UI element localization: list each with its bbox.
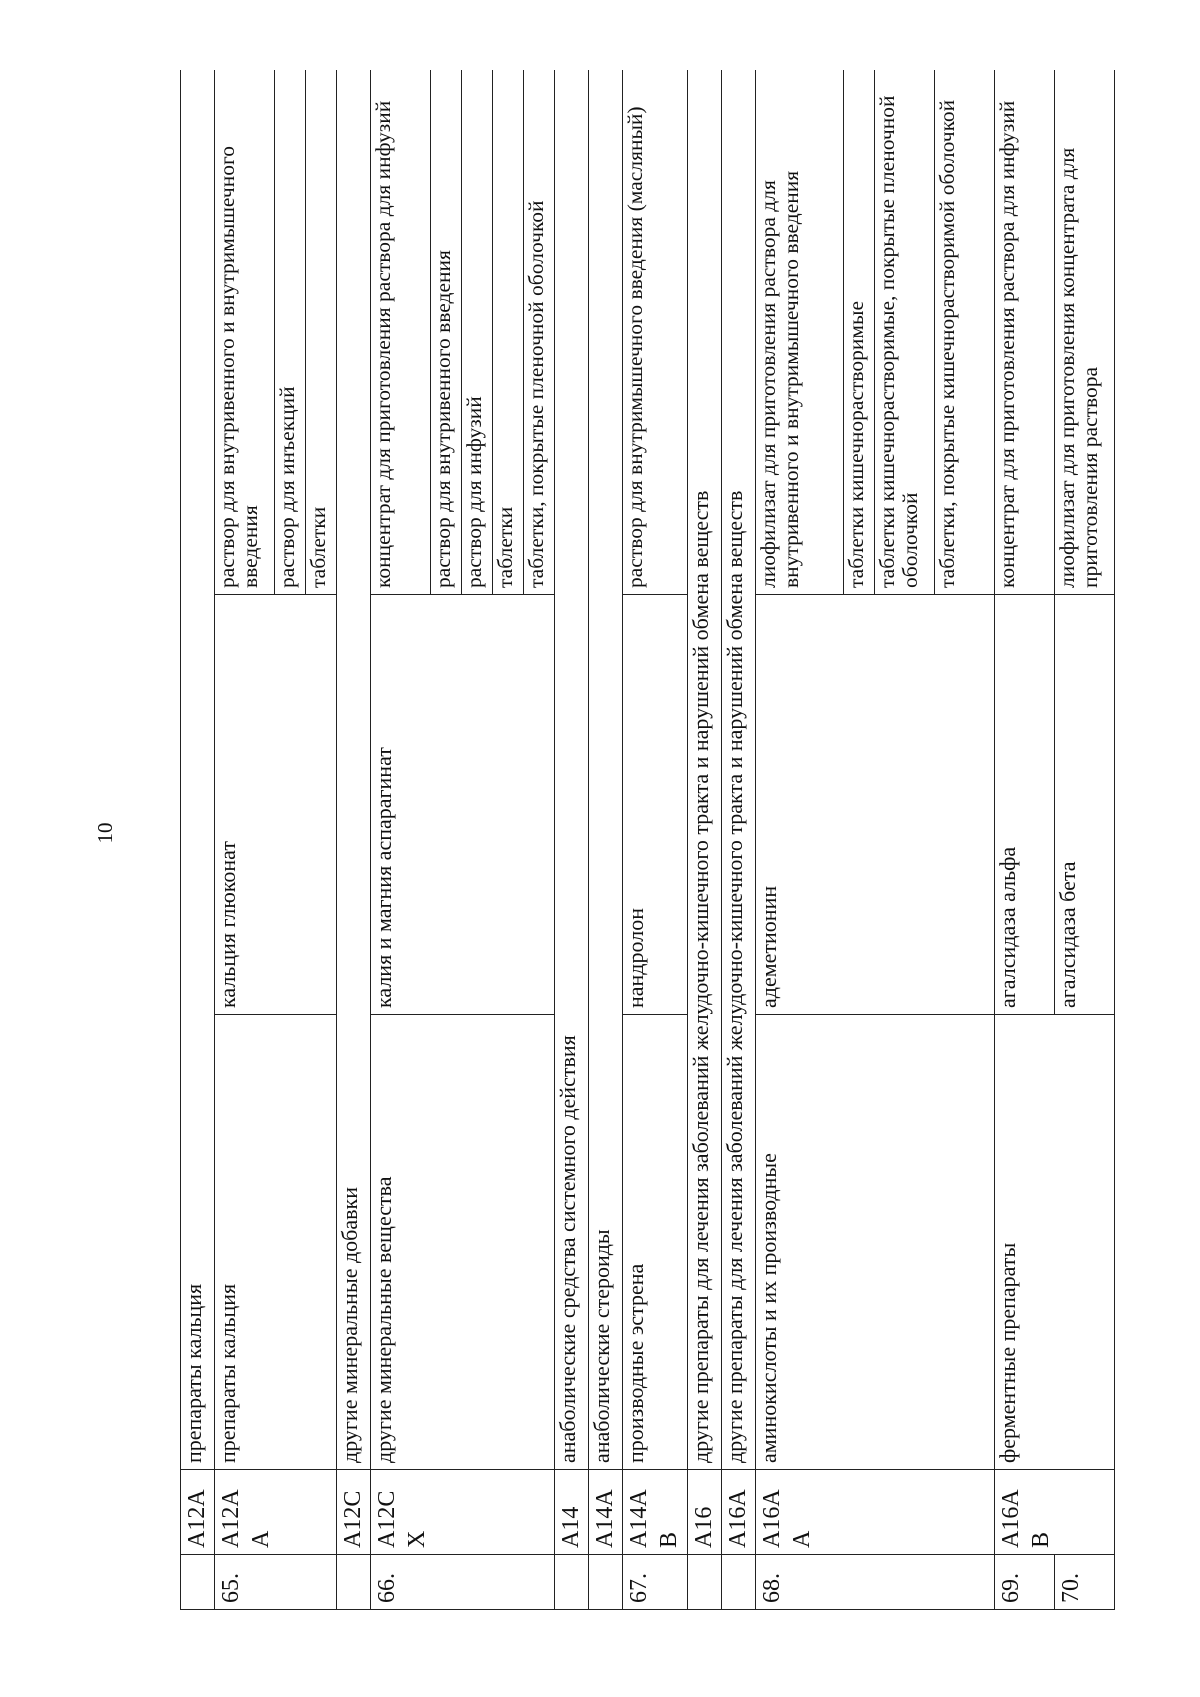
atc-code: A16: [688, 1470, 722, 1555]
atc-code: A12AA: [215, 1470, 337, 1555]
drug-name: кальция глюконат: [215, 595, 337, 1015]
row-number: 67.: [623, 1555, 688, 1610]
table-row: [623, 70, 688, 1610]
group-name: препараты кальция: [215, 1015, 337, 1470]
atc-code: A12A: [181, 1470, 215, 1555]
drug-name: агалсидаза альфа: [995, 595, 1055, 1015]
atc-code: A16A: [722, 1470, 756, 1555]
page-number: 10: [93, 822, 117, 844]
table-row: [371, 70, 431, 1610]
row-number: 68.: [756, 1555, 995, 1610]
drug-name: адеметионин: [756, 595, 995, 1015]
rotated-sheet: [180, 70, 1115, 1610]
dosage-form: раствор для внутривенного введения: [431, 70, 462, 595]
group-name: другие препараты для лечения заболеваний желудочно-кишечного тракта и нарушений обмена веществ: [722, 70, 756, 1470]
dosage-form: раствор для инфузий: [461, 70, 492, 595]
drug-name: нандролон: [623, 595, 688, 1015]
dosage-form: раствор для внутримышечного введения (масляный): [623, 70, 688, 595]
group-name: другие минеральные вещества: [371, 1015, 555, 1470]
table-row: [995, 70, 1055, 1610]
group-name: ферментные препараты: [995, 1015, 1115, 1470]
table-row: [181, 70, 215, 1610]
atc-code: A12CX: [371, 1470, 555, 1555]
dosage-form: концентрат для приготовления раствора для инфузий: [371, 70, 431, 595]
row-number: 70.: [1054, 1555, 1114, 1610]
atc-code: A16AB: [995, 1470, 1115, 1555]
dosage-form: таблетки: [306, 70, 337, 595]
table-row: [215, 70, 275, 1610]
dosage-form: таблетки, покрытые пленочной оболочкой: [523, 70, 554, 595]
dosage-form: таблетки кишечнорастворимые, покрытые пленочной оболочкой: [875, 70, 935, 595]
group-name: аминокислоты и их производные: [756, 1015, 995, 1470]
atc-code: A12C: [336, 1470, 370, 1555]
table-row: [336, 70, 370, 1610]
row-number: 65.: [215, 1555, 337, 1610]
row-number: 66.: [371, 1555, 555, 1610]
row-number: [336, 1555, 370, 1610]
dosage-form: таблетки: [492, 70, 523, 595]
dosage-form: таблетки, покрытые кишечнорастворимой оболочкой: [935, 70, 995, 595]
row-number: 69.: [995, 1555, 1055, 1610]
row-number: [181, 1555, 215, 1610]
table-row: [756, 70, 844, 1610]
atc-code: A14AB: [623, 1470, 688, 1555]
row-number: [688, 1555, 722, 1610]
dosage-form: раствор для инъекций: [275, 70, 306, 595]
table-row: [688, 70, 722, 1610]
drug-list-table: [180, 70, 1115, 1610]
group-name: анаболические средства системного действия: [554, 70, 588, 1470]
dosage-form: лиофилизат для приготовления концентрата для приготовления раствора: [1054, 70, 1114, 595]
drug-name: калия и магния аспарагинат: [371, 595, 555, 1015]
atc-code: A14: [554, 1470, 588, 1555]
group-name: препараты кальция: [181, 70, 215, 1470]
group-name: производные эстрена: [623, 1015, 688, 1470]
atc-code: A16AA: [756, 1470, 995, 1555]
drug-name: агалсидаза бета: [1054, 595, 1114, 1015]
drug-table-container: [180, 70, 1115, 1610]
row-number: [589, 1555, 623, 1610]
atc-code: A14A: [589, 1470, 623, 1555]
dosage-form: таблетки кишечнорастворимые: [844, 70, 875, 595]
group-name: другие минеральные добавки: [336, 70, 370, 1470]
table-row: [722, 70, 756, 1610]
group-name: анаболические стероиды: [589, 70, 623, 1470]
group-name: другие препараты для лечения заболеваний желудочно-кишечного тракта и нарушений обмена веществ: [688, 70, 722, 1470]
row-number: [722, 1555, 756, 1610]
dosage-form: раствор для внутривенного и внутримышечного введения: [215, 70, 275, 595]
row-number: [554, 1555, 588, 1610]
dosage-form: лиофилизат для приготовления раствора для внутривенного и внутримышечного введения: [756, 70, 844, 595]
table-row: [554, 70, 588, 1610]
table-row: [589, 70, 623, 1610]
dosage-form: концентрат для приготовления раствора для инфузий: [995, 70, 1055, 595]
